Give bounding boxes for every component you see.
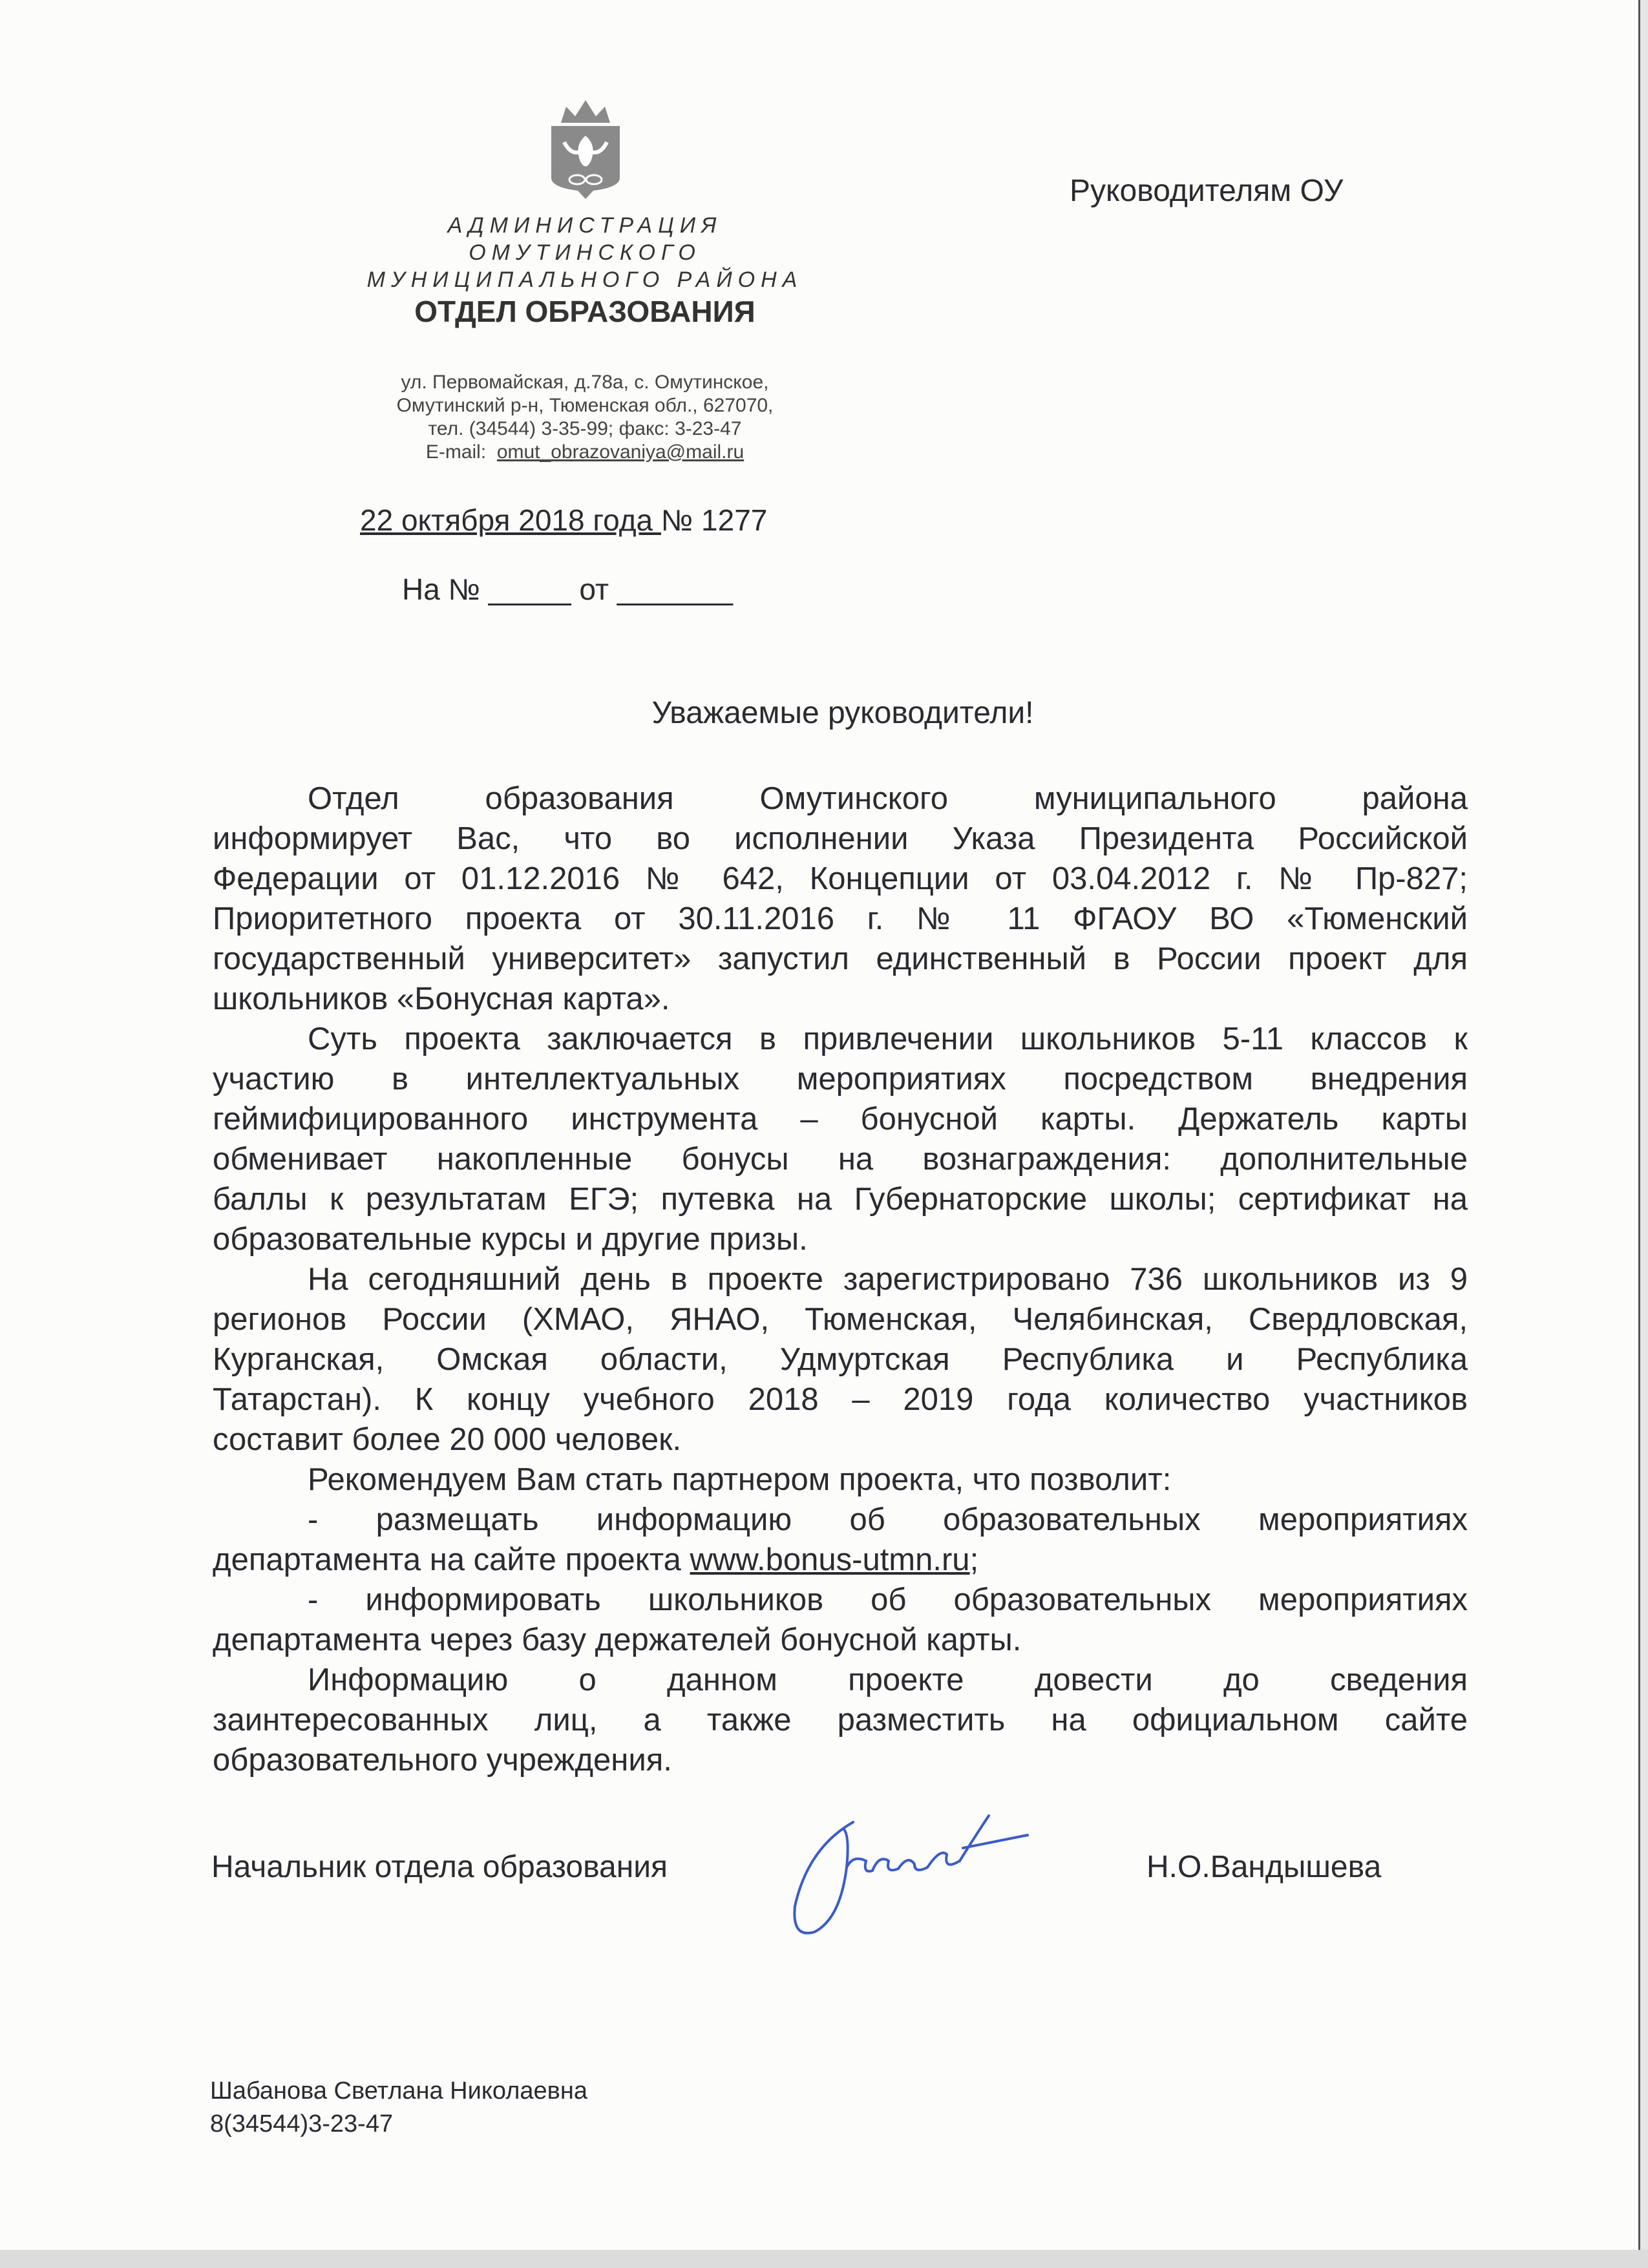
body-line: Курганская, Омская области, Удмуртская Республика и Республика (213, 1342, 1468, 1377)
body-line: обменивает накопленные бонусы на вознаграждения: дополнительные (213, 1142, 1468, 1177)
body-line: информирует Вас, что во исполнении Указа Президента Российской (213, 821, 1468, 856)
letterhead-line: ОМУТИНСКОГО (469, 240, 701, 265)
contact-name: Шабанова Светлана Николаевна (210, 2077, 587, 2105)
body-line: Татарстан). К концу учебного 2018 – 2019 года количество участников (213, 1382, 1468, 1417)
address-line: ул. Первомайская, д.78а, с. Омутинское, (401, 372, 769, 393)
body-line: составит более 20 000 человек. (213, 1422, 682, 1457)
body-text: ; (969, 1542, 979, 1577)
body-line: школьников «Бонусная карта». (213, 982, 670, 1016)
handwritten-signature (782, 1809, 1041, 1945)
letter-date: 22 октября 2018 года (360, 503, 661, 537)
body-line: - размещать информацию об образовательных мероприятиях (308, 1502, 1468, 1537)
body-text: департамента на сайте проекта (213, 1542, 690, 1577)
project-site-link[interactable]: www.bonus-utmn.ru (690, 1542, 970, 1577)
body-line: баллы к результатам ЕГЭ; путевка на Губернаторские школы; сертификат на (213, 1182, 1468, 1217)
body-line: Федерации от 01.12.2016 № 642, Концепции от 03.04.2012 г. № Пр-827; (213, 861, 1468, 896)
scan-bottom-band (0, 2250, 1648, 2268)
body-line: образовательные курсы и другие призы. (213, 1222, 808, 1257)
email-link[interactable]: omut_obrazovaniya@mail.ru (496, 441, 745, 463)
letter-body (213, 779, 1468, 1780)
body-line: На сегодняшний день в проекте зарегистрировано 736 школьников из 9 (308, 1262, 1468, 1297)
greeting: Уважаемые руководители! (651, 696, 1034, 730)
letterhead-line: МУНИЦИПАЛЬНОГО РАЙОНА (366, 268, 803, 292)
recipient: Руководителям ОУ (1070, 174, 1344, 208)
address-line: Омутинский р-н, Тюменская обл., 627070, (396, 395, 774, 416)
body-line: департамента через базу держателей бонусной карты. (213, 1622, 1022, 1657)
letter-date-number (360, 503, 767, 538)
body-line: участию в интеллектуальных мероприятиях посредством внедрения (213, 1062, 1468, 1097)
reference-line: На № _____ от _______ (402, 572, 733, 606)
body-line: геймифицированного инструмента – бонусной карты. Держатель карты (213, 1102, 1468, 1137)
letter-number: № 1277 (660, 503, 768, 537)
body-line: Отдел образования Омутинского муниципального района (308, 781, 1468, 816)
body-line: Информацию о данном проекте довести до сведения (308, 1663, 1468, 1697)
body-line: Приоритетного проекта от 30.11.2016 г. № 11 ФГАОУ ВО «Тюменский (213, 901, 1468, 936)
department-title: ОТДЕЛ ОБРАЗОВАНИЯ (414, 295, 755, 328)
email-line (271, 441, 898, 463)
body-line: образовательного учреждения. (213, 1743, 672, 1778)
address-line: тел. (34544) 3-35-99; факс: 3-23-47 (428, 418, 742, 439)
signatory-name: Н.О.Вандышева (1146, 1850, 1382, 1884)
body-line: заинтересованных лиц, а также разместить на официальном сайте (213, 1703, 1468, 1738)
body-line: регионов России (ХМАО, ЯНАО, Тюменская, Челябинская, Свердловская, (213, 1302, 1468, 1337)
signatory-position: Начальник отдела образования (211, 1850, 668, 1884)
body-line: Рекомендуем Вам стать партнером проекта, что позволит: (308, 1462, 1172, 1497)
body-line: - информировать школьников об образовательных мероприятиях (308, 1582, 1468, 1617)
body-line (213, 1540, 1468, 1580)
scan-edge (1638, 0, 1648, 2268)
email-label: E-mail: (425, 441, 487, 463)
contact-phone: 8(34544)3-23-47 (210, 2110, 394, 2137)
coat-of-arms-emblem (548, 97, 623, 200)
letterhead-line: АДМИНИСТРАЦИЯ (447, 213, 723, 238)
body-line: Суть проекта заключается в привлечении школьников 5-11 классов к (308, 1022, 1468, 1056)
body-line: государственный университет» запустил единственный в России проект для (213, 941, 1468, 976)
